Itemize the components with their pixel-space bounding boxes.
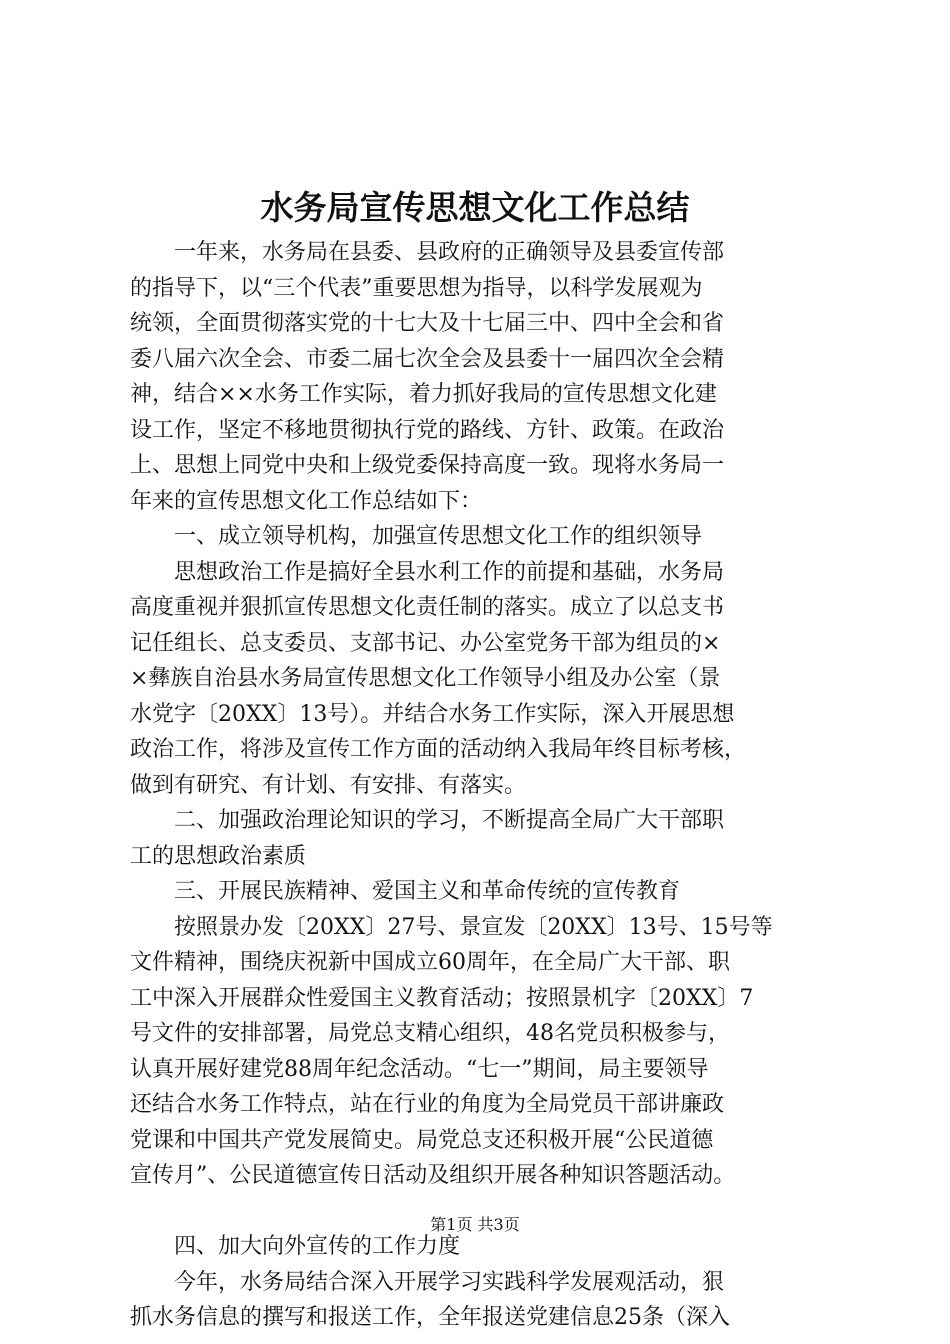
body-line: 宣传月”、公民道德宣传日活动及组织开展各种知识答题活动。 xyxy=(130,1163,736,1188)
body-line: 文件精神，围绕庆祝新中国成立60周年，在全局广大干部、职 xyxy=(130,950,730,975)
body-line: 记任组长、总支委员、支部书记、办公室党务干部为组员的× xyxy=(130,630,721,656)
body-line: 认真开展好建党88周年纪念活动。“七一”期间，局主要领导 xyxy=(130,1056,709,1082)
body-line: 四、加大向外宣传的工作力度 xyxy=(130,1234,461,1259)
body-line: ×彝族自治县水务局宣传思想文化工作领导小组及办公室（景 xyxy=(130,666,721,691)
body-line: 抓水务信息的撰写和报送工作，全年报送党建信息25条（深入 xyxy=(130,1305,730,1330)
body-line: 的指导下，以“三个代表”重要思想为指导，以科学发展观为 xyxy=(130,275,703,301)
page-footer: 第1页 共3页 xyxy=(430,1215,520,1234)
body-line: 委八届六次全会、市委二届七次全会及县委十一届四次全会精 xyxy=(130,346,725,372)
body-line: 工中深入开展群众性爱国主义教育活动；按照景机字〔20XX〕7 xyxy=(130,985,754,1011)
body-line: 党课和中国共产党发展简史。局党总支还积极开展“公民道德 xyxy=(130,1127,714,1153)
body-line: 工的思想政治素质 xyxy=(130,843,307,869)
document-title: 水务局宣传思想文化工作总结 xyxy=(260,188,690,227)
body-line: 今年，水务局结合深入开展学习实践科学发展观活动，狠 xyxy=(130,1269,725,1295)
body-line: 高度重视并狠抓宣传思想文化责任制的落实。成立了以总支书 xyxy=(130,595,725,620)
body-line: 一年来，水务局在县委、县政府的正确领导及县委宣传部 xyxy=(130,240,725,265)
body-line: 思想政治工作是搞好全县水利工作的前提和基础，水务局 xyxy=(130,559,725,585)
body-line: 设工作，坚定不移地贯彻执行党的路线、方针、政策。在政治 xyxy=(130,417,725,443)
body-line: 统领，全面贯彻落实党的十七大及十七届三中、四中全会和省 xyxy=(130,311,725,336)
body-line: 二、加强政治理论知识的学习，不断提高全局广大干部职 xyxy=(130,808,725,833)
body-line: 水党字〔20XX〕13号）。并结合水务工作实际，深入开展思想 xyxy=(130,701,735,727)
body-line: 年来的宣传思想文化工作总结如下： xyxy=(130,488,483,514)
body-line: 做到有研究、有计划、有安排、有落实。 xyxy=(130,772,527,798)
body-line: 号文件的安排部署，局党总支精心组织，48名党员积极参与， xyxy=(130,1021,730,1046)
body-line: 神，结合××水务工作实际，着力抓好我局的宣传思想文化建 xyxy=(130,382,717,407)
body-line: 还结合水务工作特点，站在行业的角度为全局党员干部讲廉政 xyxy=(130,1092,725,1117)
document-body xyxy=(130,235,865,1336)
body-line: 政治工作，将涉及宣传工作方面的活动纳入我局年终目标考核， xyxy=(130,737,747,762)
body-line: 上、思想上同党中央和上级党委保持高度一致。现将水务局一 xyxy=(130,453,725,478)
body-line: 三、开展民族精神、爱国主义和革命传统的宣传教育 xyxy=(130,879,681,904)
body-line: 一、成立领导机构，加强宣传思想文化工作的组织领导 xyxy=(130,524,703,549)
body-line: 按照景办发〔20XX〕27号、景宣发〔20XX〕13号、15号等 xyxy=(130,914,773,940)
